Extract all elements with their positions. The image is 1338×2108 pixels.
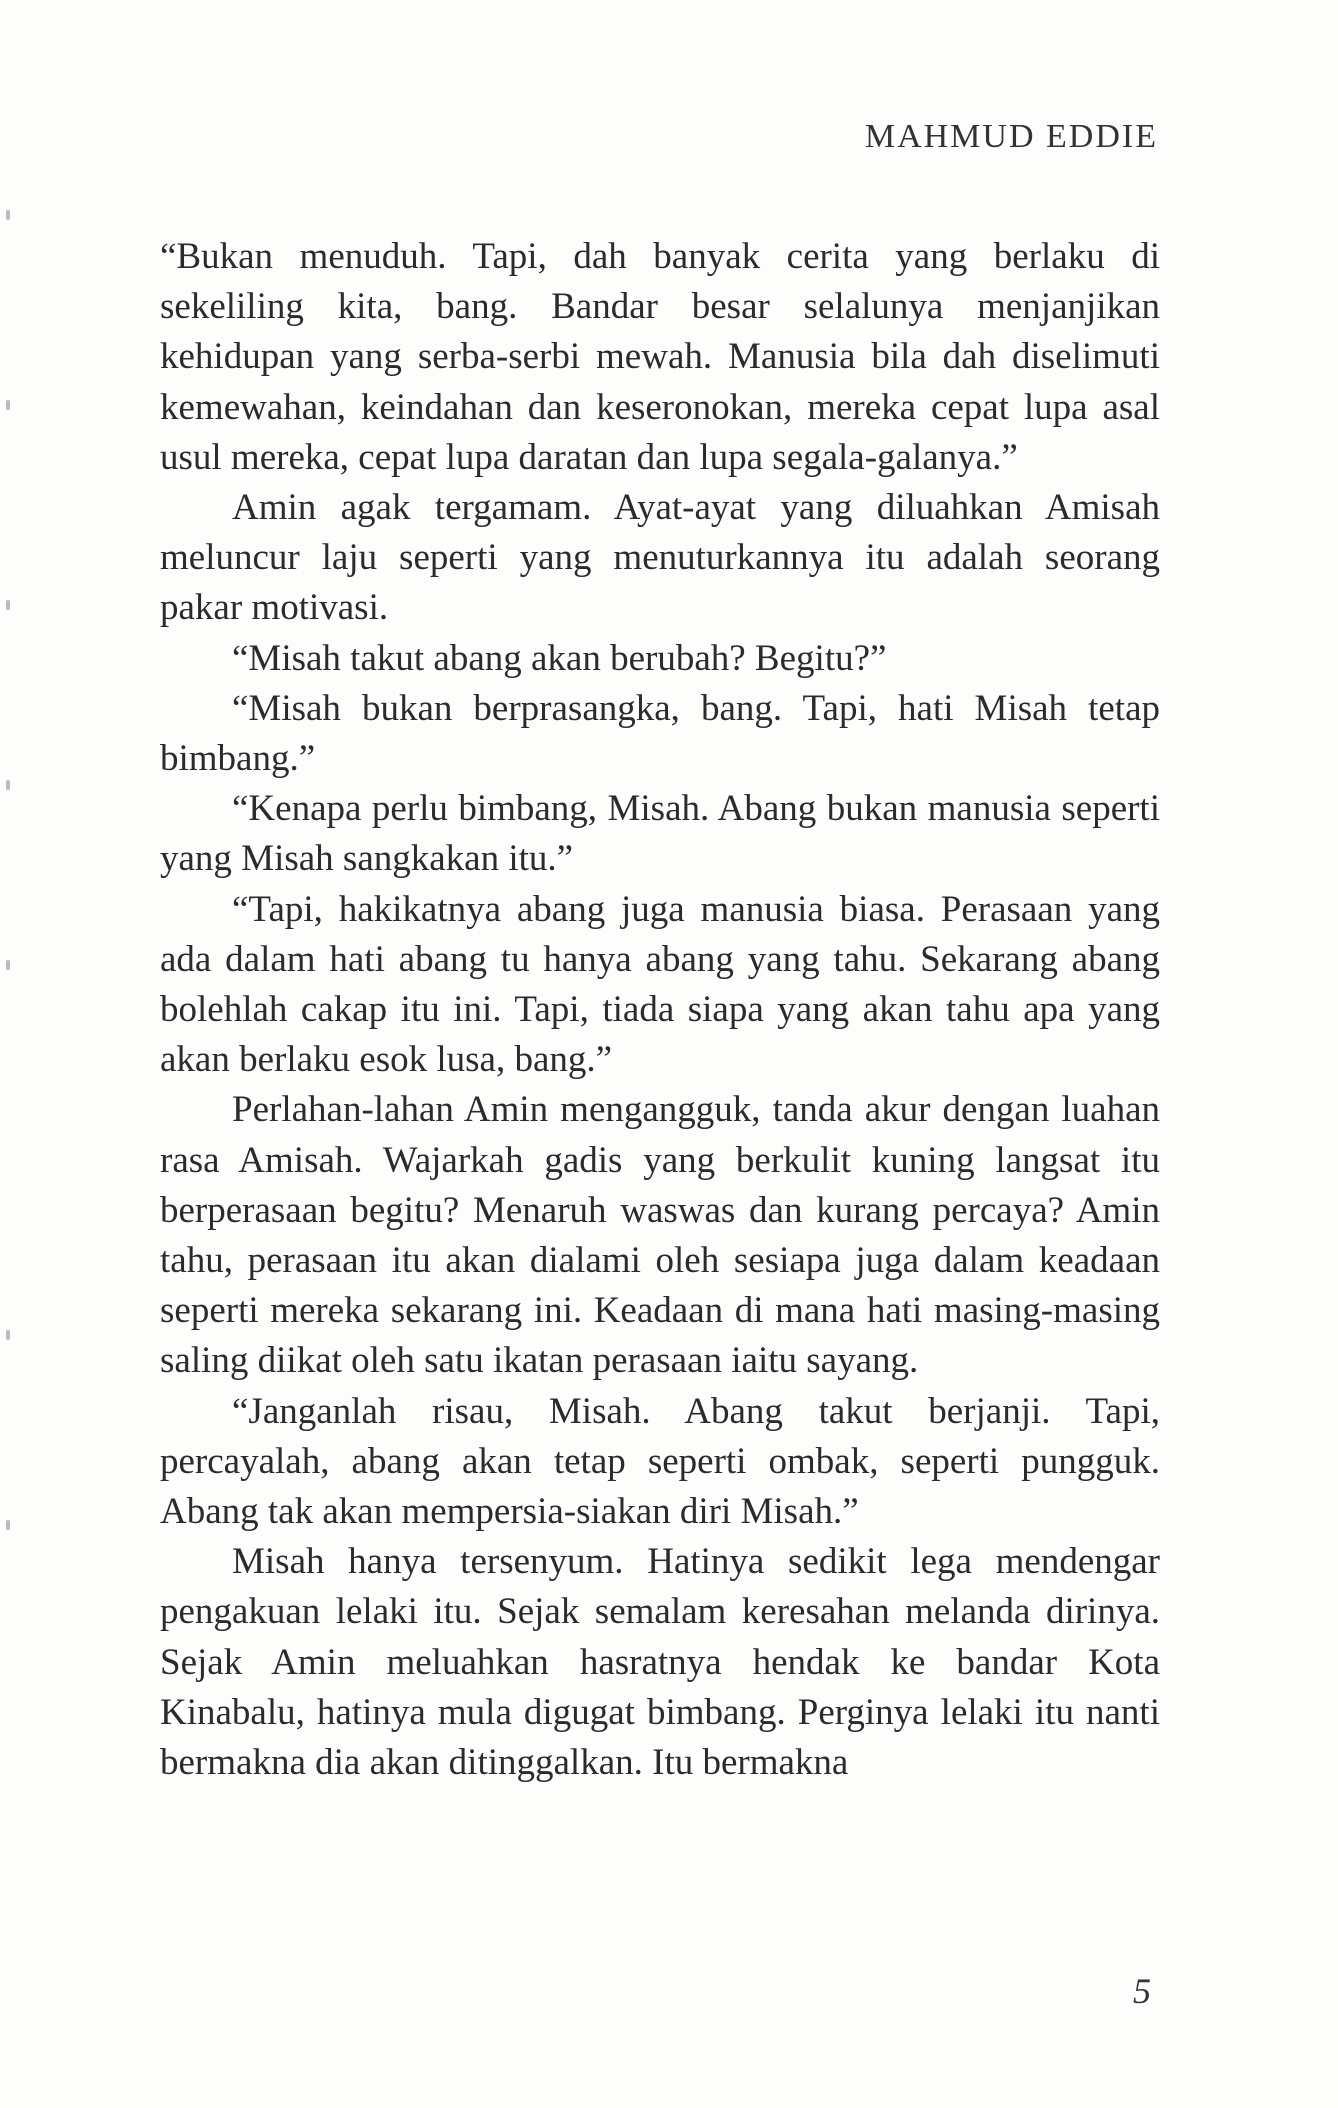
scan-edge-mark: [6, 780, 10, 790]
page-number: 5: [1133, 1971, 1151, 2011]
scan-edge-mark: [6, 1520, 10, 1530]
paragraph: “Tapi, hakikatnya abang juga manusia biasa. Perasaan yang ada dalam hati abang tu hanya abang yang tahu. Sekarang abang bolehlah cakap itu ini. Tapi, tiada siapa yang akan tahu apa yang akan berlaku esok lusa, bang.”: [160, 888, 1160, 1081]
scan-edge-mark: [6, 1330, 10, 1340]
paragraph: Misah hanya tersenyum. Hatinya sedikit lega mendengar pengakuan lelaki itu. Sejak semalam keresahan melanda dirinya. Sejak Amin meluahkan hasratnya hendak ke bandar Kota Kinabalu, hatinya mula digugat bimbang. Perginya lelaki itu nanti bermakna dia akan ditinggalkan. Itu bermakna: [160, 1541, 1160, 1784]
paragraph: Perlahan-lahan Amin mengangguk, tanda akur dengan luahan rasa Amisah. Wajarkah gadis yang berkulit kuning langsat itu berperasaan begitu? Menaruh waswas dan kurang percaya? Amin tahu, perasaan itu akan dialami oleh sesiapa juga dalam keadaan seperti mereka sekarang ini. Keadaan di mana hati masing-masing saling diikat oleh satu ikatan perasaan iaitu sayang.: [160, 1089, 1160, 1382]
scan-edge-mark: [6, 960, 10, 970]
scan-edge-mark: [6, 400, 10, 410]
paragraph: “Misah bukan berprasangka, bang. Tapi, hati Misah tetap bimbang.”: [160, 687, 1160, 780]
scan-edge-mark: [6, 210, 10, 220]
paragraph: “Janganlah risau, Misah. Abang takut berjanji. Tapi, percayalah, abang akan tetap seperti ombak, seperti pungguk. Abang tak akan mempersia-siakan diri Misah.”: [160, 1390, 1160, 1533]
paragraph: “Misah takut abang akan berubah? Begitu?”: [232, 637, 887, 679]
body-text: [160, 232, 1160, 1788]
paragraph: “Bukan menuduh. Tapi, dah banyak cerita yang berlaku di sekeliling kita, bang. Bandar besar selalunya menjanjikan kehidupan yang serba-serbi mewah. Manusia bila dah diselimuti kemewahan, keindahan dan keseronokan, mereka cepat lupa asal usul mereka, cepat lupa daratan dan lupa segala-galanya.”: [160, 236, 1160, 478]
running-head: MAHMUD EDDIE: [864, 118, 1158, 155]
paragraph: Amin agak tergamam. Ayat-ayat yang diluahkan Amisah meluncur laju seperti yang menuturkannya itu adalah seorang pakar motivasi.: [160, 487, 1160, 629]
scan-edge-mark: [6, 600, 10, 610]
paragraph: “Kenapa perlu bimbang, Misah. Abang bukan manusia seperti yang Misah sangkakan itu.”: [160, 788, 1160, 880]
